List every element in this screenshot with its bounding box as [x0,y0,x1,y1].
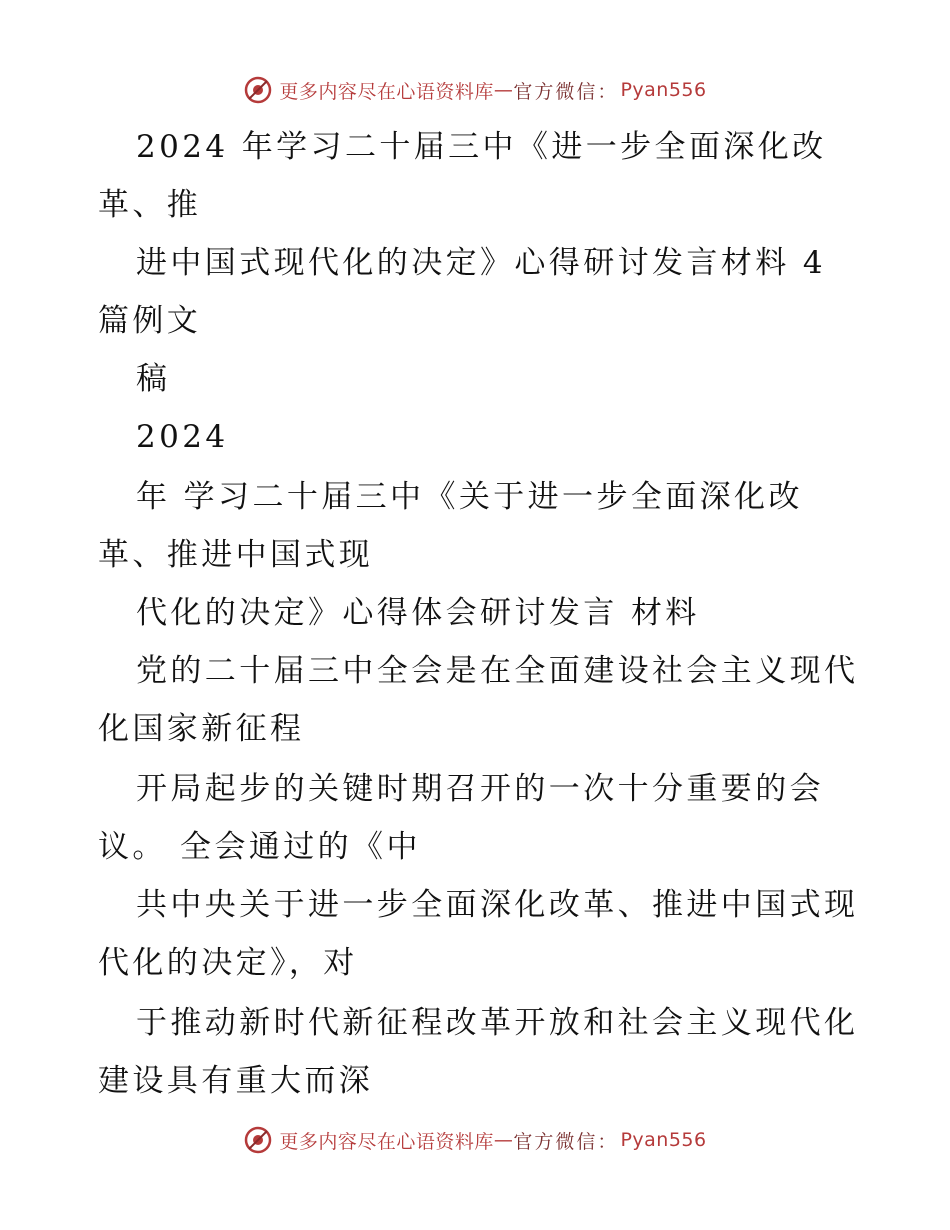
banner-separator: — [493,1129,514,1151]
text-line: 代化的决定》心得体会研讨发言 材料 [136,595,700,631]
text-line: 革、推进中国式现 [98,537,374,573]
header-watermark-banner [0,70,950,110]
text-line: 篇例文 [98,303,202,339]
banner-separator: — [493,79,514,101]
text-line: 建设具有重大而深 [98,1063,374,1099]
banner-wechat-label: 官方微信： [513,80,619,103]
text-line: 代化的决定》，对 [98,945,358,981]
banner-wechat-label: 官方微信： [513,1130,619,1153]
banner-site-text: 更多内容尽在心语资料库 [279,1130,494,1153]
text-line: 共中央关于进一步全面深化改革、推进中国式现 [136,887,859,923]
text-line: 年 学习二十届三中《关于进一步全面深化改 [136,479,803,515]
banner-site-text: 更多内容尽在心语资料库 [279,80,494,103]
text-line: 议。 全会通过的《中 [98,829,421,865]
text-line: 2024 年学习二十届三中《进一步全面深化改 [136,129,827,165]
text-line: 于推动新时代新征程改革开放和社会主义现代化 [136,1005,859,1041]
logo-icon [243,1125,273,1155]
banner-wechat-id: Pyan556 [620,1129,707,1151]
text-line: 进中国式现代化的决定》心得研讨发言材料 4 [136,245,826,281]
text-line: 稿 [136,361,171,397]
footer-watermark-banner [0,1120,950,1160]
banner-wechat-id: Pyan556 [620,79,707,101]
text-line: 2024 [136,419,229,455]
text-line: 革、推 [98,187,202,223]
logo-icon [243,75,273,105]
text-line: 党的二十届三中全会是在全面建设社会主义现代 [136,653,859,689]
text-line: 化国家新征程 [98,711,305,747]
text-line: 开局起步的关键时期召开的一次十分重要的会 [136,771,824,807]
